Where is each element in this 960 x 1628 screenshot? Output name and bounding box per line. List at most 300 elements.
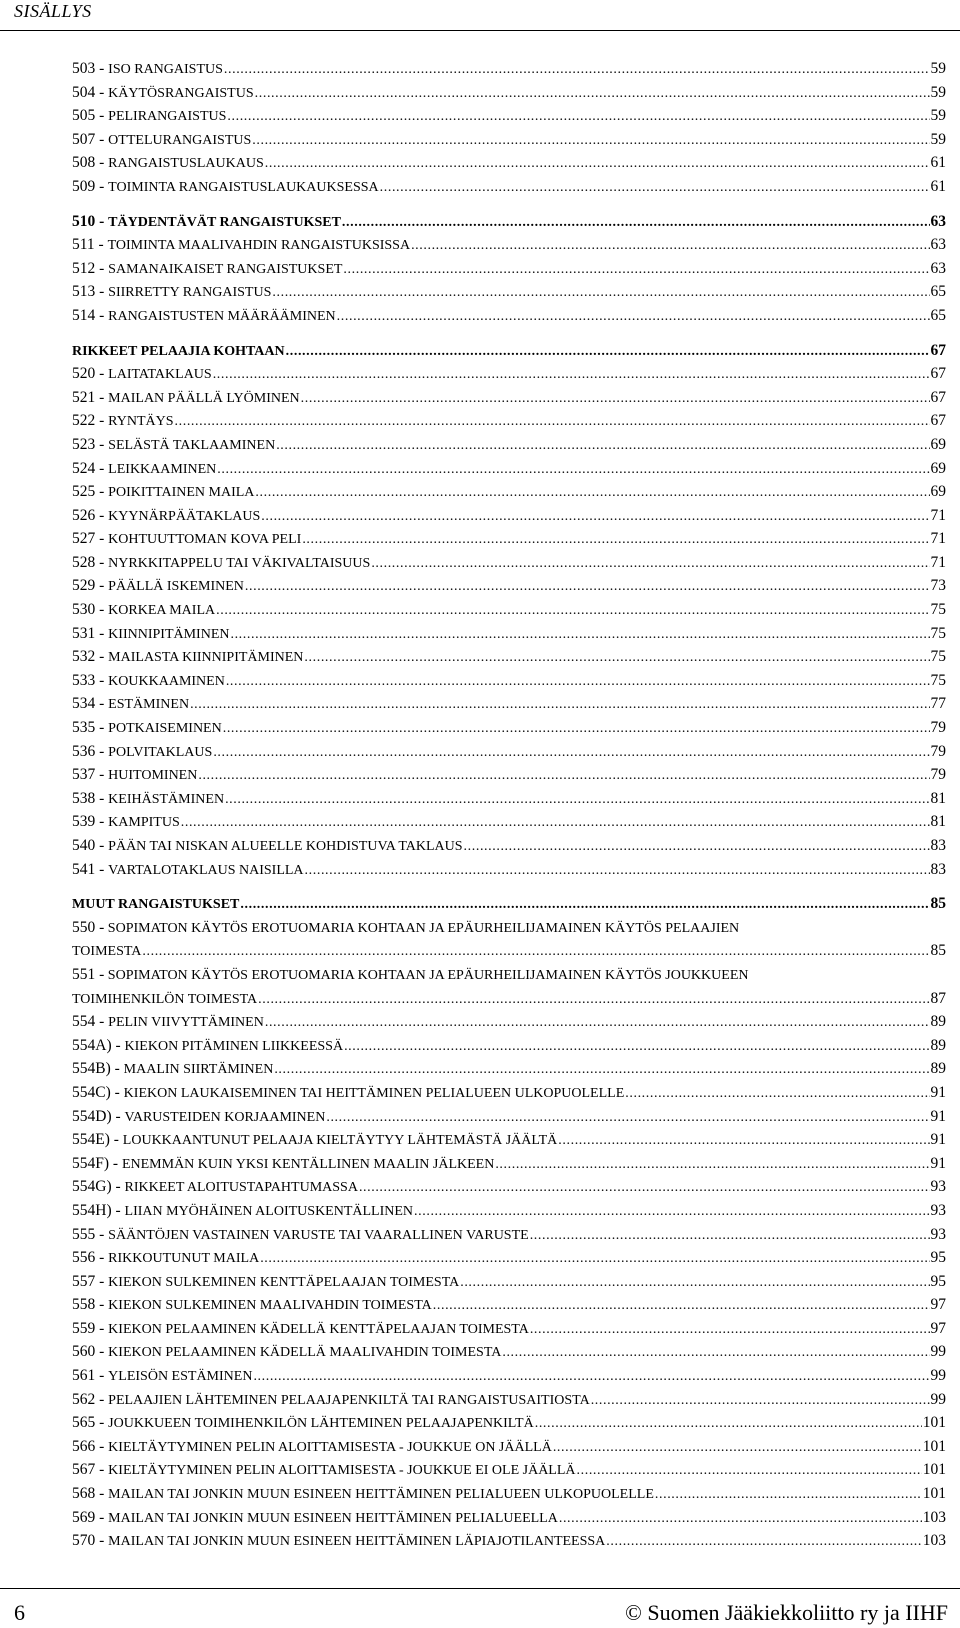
toc-entry-title: KYYNÄRPÄÄTAKLAUS — [108, 508, 261, 524]
toc-entry[interactable] — [72, 507, 946, 531]
toc-entry-number: 524 - — [72, 459, 109, 477]
toc-entry-number: 562 - — [72, 1390, 109, 1408]
toc-entry-page: 93 — [930, 1201, 946, 1219]
page-header — [0, 0, 960, 34]
page-number: 6 — [14, 1600, 25, 1625]
copyright-notice: © Suomen Jääkiekkoliitto ry ja IIHF — [625, 1600, 948, 1625]
toc-entry-label — [72, 577, 244, 595]
dot-leader — [274, 1062, 929, 1078]
dot-leader — [530, 1322, 930, 1338]
toc-entry-number: 550 - — [72, 918, 105, 936]
dot-leader — [433, 1298, 930, 1314]
toc-entry-title: KIEKON LAUKAISEMINEN TAI HEITTÄMINEN PELIALUEEN ULKOPUOLELLE — [123, 1085, 625, 1101]
toc-entry-label — [72, 260, 342, 278]
toc-entry-label — [72, 530, 301, 548]
toc-entry-number: 534 - — [72, 695, 109, 713]
toc-entry-title: MAILASTA KIINNIPITÄMINEN — [108, 650, 304, 666]
dot-leader — [342, 215, 930, 231]
toc-entry-page: 61 — [930, 177, 946, 195]
toc-entry-title: LAITATAKLAUS — [108, 367, 212, 383]
toc-entry-label — [72, 483, 254, 501]
toc-entry[interactable] — [72, 389, 946, 413]
toc-entry-number: 510 - — [72, 212, 109, 230]
toc-entry-page: 91 — [930, 1083, 946, 1101]
toc-entry-page: 101 — [922, 1414, 946, 1432]
toc-entry-number: 565 - — [72, 1414, 109, 1432]
toc-entry-number: 559 - — [72, 1319, 109, 1337]
toc-entry-title: TÄYDENTÄVÄT RANGAISTUKSET — [108, 214, 341, 230]
page-footer — [0, 1588, 960, 1628]
dot-leader — [226, 674, 930, 690]
toc-entry-title: SOPIMATON KÄYTÖS EROTUOMARIA KOHTAAN JA EPÄURHEILIJAMAINEN KÄYTÖS JOUKKUEEN — [104, 967, 749, 983]
dot-leader — [559, 1511, 922, 1527]
toc-entry-number: 554A) - — [72, 1036, 125, 1054]
toc-entry-label — [72, 897, 239, 913]
dot-leader — [253, 1369, 929, 1385]
toc-entry-label — [72, 1178, 358, 1196]
toc-entry[interactable] — [72, 672, 946, 696]
toc-entry[interactable] — [72, 1131, 946, 1155]
toc-entry-label — [72, 944, 141, 960]
toc-entry[interactable] — [72, 1202, 946, 1226]
toc-entry-title: ESTÄMINEN — [108, 697, 190, 713]
toc-entry-label — [72, 436, 275, 454]
toc-entry-title: VARUSTEIDEN KORJAAMINEN — [124, 1109, 326, 1125]
toc-entry[interactable] — [72, 625, 946, 649]
toc-entry-label — [72, 743, 212, 761]
toc-entry[interactable] — [72, 307, 946, 331]
toc-entry-label — [72, 672, 225, 690]
toc-entry[interactable] — [72, 1273, 946, 1297]
toc-entry[interactable] — [72, 1013, 946, 1037]
toc-entry-label — [72, 1532, 605, 1550]
dot-leader — [359, 1180, 930, 1196]
toc-entry-title: KAMPITUS — [108, 815, 180, 831]
toc-entry-number: 554 - — [72, 1013, 109, 1031]
dot-leader — [265, 156, 930, 172]
toc-entry-number: 551 - — [72, 965, 105, 983]
toc-entry-page: 99 — [930, 1343, 946, 1361]
toc-entry-label — [72, 365, 212, 383]
toc-entry[interactable] — [72, 554, 946, 578]
dot-leader — [261, 509, 929, 525]
toc-entry[interactable] — [72, 236, 946, 260]
toc-entry[interactable] — [72, 1155, 946, 1179]
dot-leader — [225, 792, 929, 808]
toc-entry-number: 531 - — [72, 624, 109, 642]
toc-entry-label — [72, 1414, 534, 1432]
toc-entry-label — [72, 1509, 558, 1527]
toc-entry-page: 97 — [930, 1296, 946, 1314]
toc-entry-title: MAILAN PÄÄLLÄ LYÖMINEN — [108, 390, 300, 406]
toc-entry[interactable] — [72, 131, 946, 155]
dot-leader — [213, 745, 929, 761]
toc-entry-title: RANGAISTUSLAUKAUS — [108, 156, 264, 172]
dot-leader — [464, 839, 930, 855]
toc-entry-number: 523 - — [72, 435, 109, 453]
toc-entry-title: MUUT RANGAISTUKSET — [72, 897, 240, 913]
toc-entry[interactable] — [72, 460, 946, 484]
toc-entry[interactable] — [72, 1060, 946, 1084]
toc-entry[interactable] — [72, 365, 946, 389]
toc-entry[interactable] — [72, 1461, 946, 1485]
toc-entry-number: 507 - — [72, 130, 109, 148]
toc-entry-number: 530 - — [72, 601, 109, 619]
toc-entry-number: 505 - — [72, 107, 109, 125]
toc-entry-page: 67 — [930, 365, 946, 383]
toc-entry-label — [72, 1320, 529, 1338]
toc-entry-label — [72, 154, 264, 172]
toc-entry-text[interactable] — [72, 919, 946, 943]
toc-entry-title: PELAAJIEN LÄHTEMINEN PELAAJAPENKILTÄ TAI RANGAISTUSAITIOSTA — [108, 1392, 590, 1408]
toc-entry-title: LOUKKAANTUNUT PELAAJA KIELTÄYTYY LÄHTEMÄSTÄ JÄÄLTÄ — [122, 1133, 558, 1149]
toc-entry[interactable] — [72, 695, 946, 719]
toc-entry[interactable] — [72, 1084, 946, 1108]
toc-entry-number: 558 - — [72, 1296, 109, 1314]
dot-leader — [240, 897, 929, 913]
toc-entry-page: 83 — [930, 860, 946, 878]
toc-entry-label — [72, 1060, 273, 1078]
toc-entry-text[interactable] — [72, 966, 946, 990]
toc-entry[interactable] — [72, 766, 946, 790]
toc-entry-title: KIELTÄYTYMINEN PELIN ALOITTAMISESTA - JOUKKUE ON JÄÄLLÄ — [108, 1439, 552, 1455]
toc-entry-page: 91 — [930, 1107, 946, 1125]
toc-entry-label — [72, 236, 410, 254]
toc-entry-label — [72, 1438, 552, 1456]
toc-entry-label — [72, 1037, 343, 1055]
toc-entry-label — [72, 1108, 325, 1126]
toc-entry-label — [72, 992, 257, 1008]
toc-entry-title: PÄÄN TAI NISKAN ALUEELLE KOHDISTUVA TAKLAUS — [108, 839, 463, 854]
toc-entry-label — [72, 60, 223, 78]
toc-entry[interactable] — [72, 213, 946, 237]
toc-entry-title: MAILAN TAI JONKIN MUUN ESINEEN HEITTÄMINEN PELIALUEEN ULKOPUOLELLE — [108, 1487, 654, 1503]
toc-entry-label — [72, 178, 379, 196]
toc-entry[interactable] — [72, 790, 946, 814]
toc-entry-title: ISO RANGAISTUS — [108, 62, 223, 77]
toc-entry[interactable] — [72, 1438, 946, 1462]
toc-entry-page: 69 — [930, 483, 946, 501]
dot-leader — [142, 944, 929, 960]
dot-leader — [175, 414, 930, 430]
toc-entry[interactable] — [72, 577, 946, 601]
header-rule — [0, 30, 960, 31]
toc-entry-number: 533 - — [72, 671, 109, 689]
toc-entry[interactable] — [72, 990, 946, 1014]
toc-entry-number: 554E) - — [72, 1131, 123, 1149]
toc-entry-label — [72, 1367, 252, 1385]
toc-entry-title: POTKAISEMINEN — [108, 721, 222, 737]
toc-entry-label — [72, 790, 224, 808]
toc-entry-number: 520 - — [72, 365, 109, 383]
dot-leader — [258, 992, 929, 1008]
toc-entry-page: 71 — [930, 530, 946, 548]
toc-entry[interactable] — [72, 483, 946, 507]
dot-leader — [553, 1440, 922, 1456]
toc-entry-number: 522 - — [72, 412, 109, 430]
toc-entry-page: 79 — [930, 742, 946, 760]
toc-entry-page: 93 — [930, 1225, 946, 1243]
toc-entry-page: 79 — [930, 719, 946, 737]
toc-entry-number: 557 - — [72, 1272, 109, 1290]
dot-leader — [535, 1416, 922, 1432]
dot-leader — [245, 579, 930, 595]
toc-entry[interactable] — [72, 60, 946, 84]
toc-entry-label — [72, 1013, 264, 1031]
toc-entry-page: 79 — [930, 766, 946, 784]
toc-entry-title-continued: TOIMIHENKILÖN TOIMESTA — [72, 991, 258, 1007]
toc-entry-title: MAALIN SIIRTÄMINEN — [123, 1062, 274, 1078]
toc-entry[interactable] — [72, 743, 946, 767]
toc-entry-label — [72, 1131, 557, 1149]
toc-entry[interactable] — [72, 895, 946, 919]
toc-entry-title: SIIRRETTY RANGAISTUS — [108, 285, 272, 301]
toc-entry[interactable] — [72, 813, 946, 837]
toc-entry[interactable] — [72, 154, 946, 178]
toc-entry[interactable] — [72, 1509, 946, 1533]
toc-entry-page: 71 — [930, 506, 946, 524]
toc-entry[interactable] — [72, 648, 946, 672]
dot-leader — [625, 1086, 929, 1102]
toc-entry-number: 554B) - — [72, 1060, 124, 1078]
dot-leader — [260, 1251, 929, 1267]
dot-leader — [591, 1393, 930, 1409]
toc-entry-number: 513 - — [72, 283, 109, 301]
toc-entry[interactable] — [72, 837, 946, 861]
toc-entry[interactable] — [72, 1226, 946, 1250]
toc-entry-page: 101 — [922, 1461, 946, 1479]
toc-entry-page: 93 — [930, 1178, 946, 1196]
toc-entry-page: 69 — [930, 435, 946, 453]
toc-entry-title: HUITOMINEN — [108, 768, 198, 784]
toc-entry-title-continued: TOIMESTA — [72, 944, 142, 960]
toc-entry-title: JOUKKUEEN TOIMIHENKILÖN LÄHTEMINEN PELAAJAPENKILTÄ — [108, 1416, 534, 1432]
toc-entry[interactable] — [72, 1343, 946, 1367]
toc-entry[interactable] — [72, 1296, 946, 1320]
dot-leader — [265, 1015, 930, 1031]
dot-leader — [326, 1110, 929, 1126]
toc-entry-label — [72, 695, 189, 713]
dot-leader — [304, 650, 929, 666]
toc-entry-label — [72, 1155, 494, 1173]
dot-leader — [530, 1228, 930, 1244]
toc-entry[interactable] — [72, 1320, 946, 1344]
toc-entry-page: 63 — [930, 236, 946, 254]
toc-entry-number: 536 - — [72, 742, 109, 760]
toc-entry-title: KEIHÄSTÄMINEN — [108, 791, 225, 807]
toc-entry-label — [72, 813, 180, 831]
dot-leader — [344, 1039, 929, 1055]
toc-entry-page: 81 — [930, 813, 946, 831]
toc-entry-page: 67 — [930, 388, 946, 406]
toc-entry-page: 89 — [930, 1013, 946, 1031]
toc-entry-label — [72, 554, 370, 572]
toc-entry[interactable] — [72, 1367, 946, 1391]
toc-entry-page: 61 — [930, 154, 946, 172]
toc-entry-number: 512 - — [72, 259, 109, 277]
toc-entry-label — [72, 507, 260, 525]
toc-entry[interactable] — [72, 178, 946, 202]
toc-entry-page: 75 — [930, 624, 946, 642]
dot-leader — [558, 1133, 929, 1149]
toc-entry-title: RYNTÄYS — [108, 414, 174, 430]
toc-entry-page: 81 — [930, 789, 946, 807]
toc-entry-label — [72, 601, 215, 619]
toc-entry-title: LEIKKAAMINEN — [108, 461, 217, 477]
toc-entry-number: 554H) - — [72, 1201, 125, 1219]
toc-entry-label — [72, 1202, 413, 1220]
toc-entry[interactable] — [72, 1414, 946, 1438]
dot-leader — [302, 532, 929, 548]
footer-rule — [0, 1588, 960, 1589]
toc-entry-title: OTTELURANGAISTUS — [108, 132, 252, 148]
toc-entry-page: 89 — [930, 1060, 946, 1078]
toc-entry[interactable] — [72, 530, 946, 554]
header-title: SISÄLLYS — [14, 1, 92, 21]
toc-entry[interactable] — [72, 1532, 946, 1556]
toc-entry-title: RANGAISTUSTEN MÄÄRÄÄMINEN — [108, 308, 336, 324]
toc-entry-number: 526 - — [72, 506, 109, 524]
toc-entry-title: KIEKON SULKEMINEN KENTTÄPELAAJAN TOIMESTA — [108, 1274, 460, 1290]
toc-entry[interactable] — [72, 342, 946, 366]
toc-entry-number: 566 - — [72, 1437, 109, 1455]
toc-entry-page: 97 — [930, 1319, 946, 1337]
toc-entry-number: 504 - — [72, 83, 109, 101]
toc-entry-label — [72, 107, 226, 125]
toc-entry-page: 99 — [930, 1390, 946, 1408]
toc-entry-label — [72, 837, 463, 855]
dot-leader — [198, 768, 929, 784]
toc-entry-page: 69 — [930, 459, 946, 477]
toc-entry-label — [72, 1296, 432, 1314]
toc-entry-page: 67 — [930, 412, 946, 430]
toc-entry-page: 71 — [930, 553, 946, 571]
toc-entry-page: 75 — [930, 648, 946, 666]
dot-leader — [255, 485, 929, 501]
toc-entry-title: SELÄSTÄ TAKLAAMINEN — [108, 437, 276, 453]
toc-entry-title: YLEISÖN ESTÄMINEN — [108, 1369, 253, 1385]
dot-leader — [252, 133, 929, 149]
toc-entry-label — [72, 1226, 529, 1244]
toc-entry-page: 63 — [930, 259, 946, 277]
dot-leader — [380, 180, 930, 196]
toc-entry-number: 535 - — [72, 719, 109, 737]
toc-entry[interactable] — [72, 283, 946, 307]
toc-entry-label — [72, 625, 229, 643]
toc-entry-number: 503 - — [72, 60, 109, 77]
toc-entry[interactable] — [72, 1249, 946, 1273]
toc-entry-label — [72, 766, 197, 784]
toc-entry-label — [72, 1343, 501, 1361]
toc-entry-title: VARTALOTAKLAUS NAISILLA — [108, 862, 304, 878]
toc-entry-number: 555 - — [72, 1225, 109, 1243]
toc-entry-number: 529 - — [72, 577, 109, 595]
toc-entry-number: 569 - — [72, 1508, 109, 1526]
dot-leader — [224, 62, 930, 78]
toc-entry-page: 67 — [930, 341, 946, 359]
toc-entry-page: 63 — [930, 212, 946, 230]
toc-entry-number: 554D) - — [72, 1107, 125, 1125]
toc-entry[interactable] — [72, 719, 946, 743]
toc-entry[interactable] — [72, 1178, 946, 1202]
dot-leader — [343, 262, 929, 278]
toc-entry-label — [72, 307, 336, 325]
toc-entry-title: PÄÄLLÄ ISKEMINEN — [108, 579, 244, 595]
toc-entry[interactable] — [72, 107, 946, 131]
toc-entry-title: KORKEA MAILA — [108, 603, 216, 619]
toc-entry-number: 556 - — [72, 1249, 109, 1267]
toc-entry-number: 532 - — [72, 648, 109, 666]
dot-leader — [216, 603, 929, 619]
toc-entry-label — [72, 213, 341, 231]
toc-entry-title: PELIN VIIVYTTÄMINEN — [108, 1015, 264, 1031]
toc-entry[interactable] — [72, 436, 946, 460]
toc-entry-page: 65 — [930, 306, 946, 324]
toc-entry-title: TOIMINTA RANGAISTUSLAUKAUKSESSA — [108, 179, 379, 195]
toc-entry-title: KIELTÄYTYMINEN PELIN ALOITTAMISESTA - JOUKKUE EI OLE JÄÄLLÄ — [108, 1463, 576, 1479]
toc-entry[interactable] — [72, 601, 946, 625]
toc-entry-title: KIINNIPITÄMINEN — [108, 626, 230, 642]
toc-entry-page: 75 — [930, 601, 946, 619]
toc-entry[interactable] — [72, 942, 946, 966]
toc-entry-label — [72, 648, 303, 666]
dot-leader — [655, 1487, 922, 1503]
toc-entry-title: RIKKEET ALOITUSTAPAHTUMASSA — [124, 1180, 358, 1196]
toc-entry-number: 554G) - — [72, 1178, 125, 1196]
toc-entry[interactable] — [72, 1037, 946, 1061]
toc-entry-title: KIEKON PITÄMINEN LIIKKEESSÄ — [124, 1038, 344, 1054]
toc-entry[interactable] — [72, 84, 946, 108]
toc-entry-page: 59 — [930, 130, 946, 148]
toc-entry-title: POIKITTAINEN MAILA — [108, 485, 255, 501]
toc-entry-title: KOUKKAAMINEN — [108, 673, 225, 689]
dot-leader — [305, 863, 930, 879]
toc-entry-title: SÄÄNTÖJEN VASTAINEN VARUSTE TAI VAARALLINEN VARUSTE — [108, 1227, 529, 1243]
toc-entry-title: TOIMINTA MAALIVAHDIN RANGAISTUKSISSA — [107, 238, 411, 254]
toc-entry-number: 561 - — [72, 1367, 109, 1385]
toc-entry[interactable] — [72, 260, 946, 284]
table-of-contents — [72, 60, 946, 1556]
toc-entry-label — [72, 412, 174, 430]
toc-entry-page: 59 — [930, 107, 946, 125]
toc-entry-number: 508 - — [72, 154, 109, 172]
toc-entry-title: KIEKON PELAAMINEN KÄDELLÄ KENTTÄPELAAJAN TOIMESTA — [108, 1321, 529, 1337]
toc-entry-title: POLVITAKLAUS — [108, 744, 213, 760]
toc-entry-page: 85 — [930, 942, 946, 960]
toc-entry-page: 99 — [930, 1367, 946, 1385]
toc-entry[interactable] — [72, 1391, 946, 1415]
toc-entry-number: 537 - — [72, 766, 109, 784]
toc-entry-title: MAILAN TAI JONKIN MUUN ESINEEN HEITTÄMINEN PELIALUEELLA — [108, 1510, 558, 1526]
toc-entry-number: 567 - — [72, 1461, 109, 1479]
toc-entry-page: 91 — [930, 1131, 946, 1149]
toc-entry-title: SOPIMATON KÄYTÖS EROTUOMARIA KOHTAAN JA EPÄURHEILIJAMAINEN KÄYTÖS PELAAJIEN — [104, 920, 740, 936]
toc-entry-title: KOHTUUTTOMAN KOVA PELI — [108, 532, 302, 548]
toc-entry-number: 528 - — [72, 553, 109, 571]
toc-entry[interactable] — [72, 1108, 946, 1132]
toc-entry[interactable] — [72, 861, 946, 885]
dot-leader — [502, 1345, 929, 1361]
toc-entry[interactable] — [72, 1485, 946, 1509]
toc-entry-page: 77 — [930, 695, 946, 713]
toc-entry-number: 525 - — [72, 483, 109, 501]
dot-leader — [460, 1275, 929, 1291]
toc-entry[interactable] — [72, 412, 946, 436]
toc-entry-label — [72, 1249, 259, 1267]
toc-entry-label — [72, 131, 251, 149]
toc-entry-page: 59 — [930, 60, 946, 77]
toc-entry-page: 75 — [930, 671, 946, 689]
